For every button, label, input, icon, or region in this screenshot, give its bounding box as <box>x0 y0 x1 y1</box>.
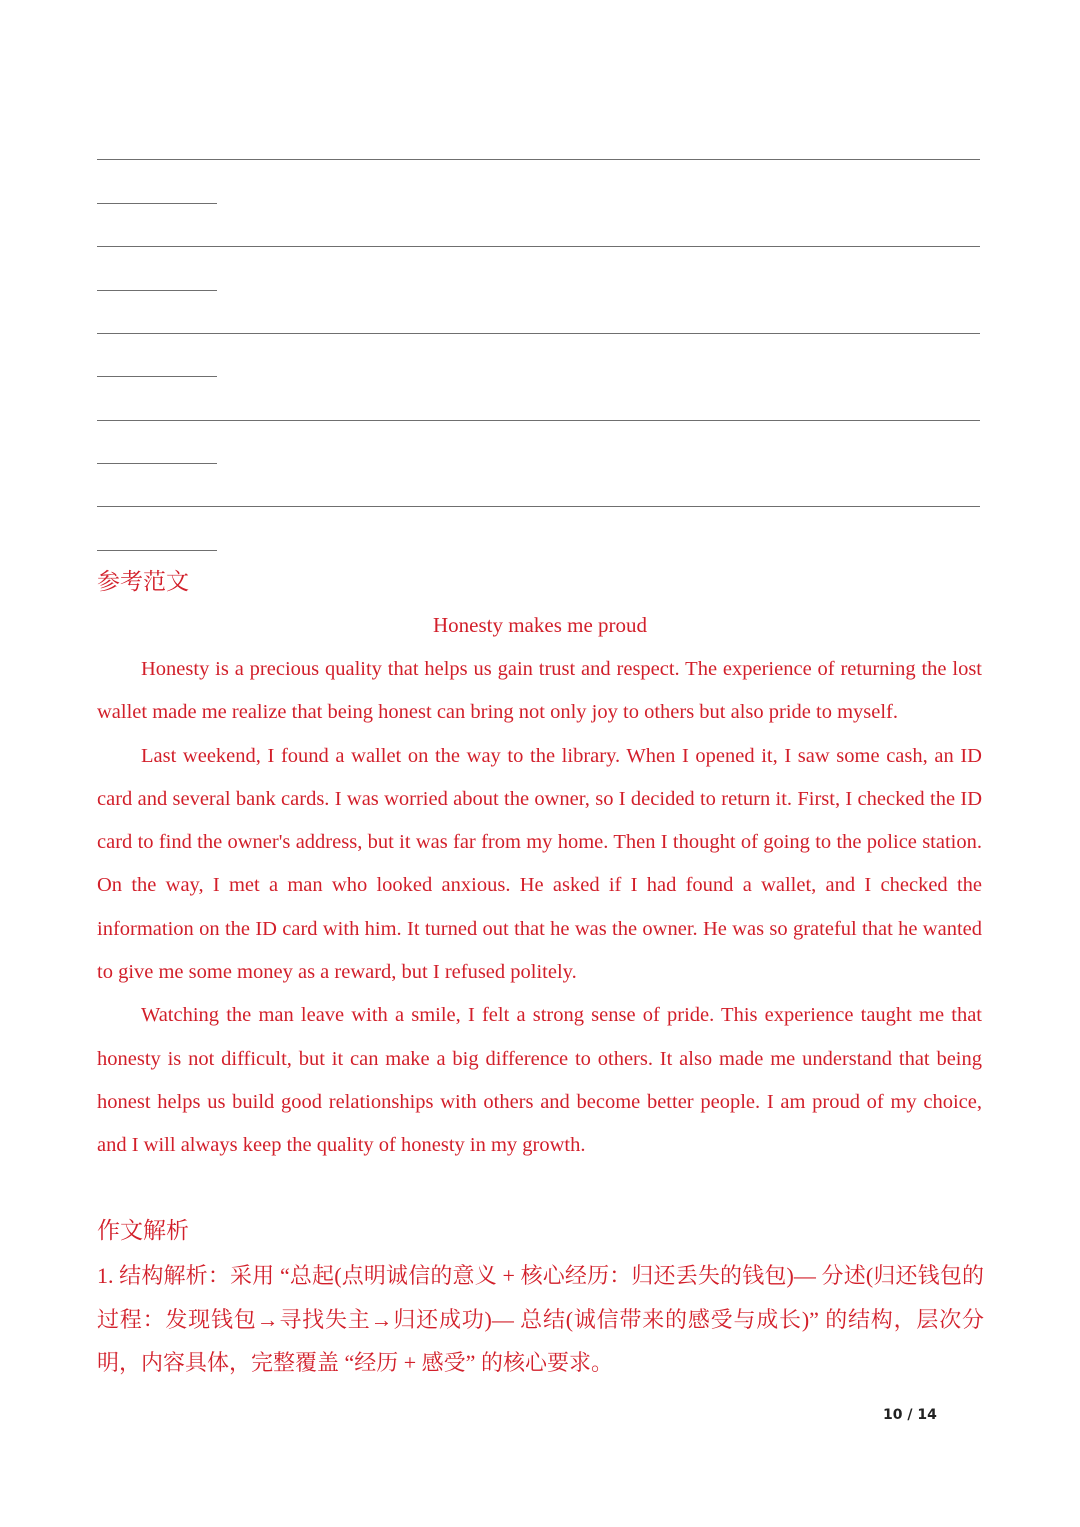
answer-line-short <box>97 463 217 464</box>
analysis-label: 作文解析 <box>97 1218 189 1243</box>
answer-line-short <box>97 376 217 377</box>
page-number: 10 / 14 <box>883 1407 937 1423</box>
answer-line <box>97 246 980 247</box>
essay-paragraph: Watching the man leave with a smile, I felt a strong sense of pride. This experience taught me that honesty is not difficult, but it can make a big difference to others. It also made me understand that being honest helps us build good relationships with others and become better people. I am proud of my choice, and I will always keep the quality of honesty in my growth. <box>97 1004 982 1157</box>
answer-line-short <box>97 550 217 551</box>
answer-line <box>97 420 980 421</box>
answer-line <box>97 159 980 160</box>
answer-line <box>97 506 980 507</box>
answer-line-short <box>97 290 217 291</box>
essay-paragraph: Honesty is a precious quality that helps us gain trust and respect. The experience of returning the lost wallet made me realize that being honest can bring not only joy to others but also pride to myself. <box>97 658 982 724</box>
answer-line <box>97 333 980 334</box>
answer-line-short <box>97 203 217 204</box>
essay-title: Honesty makes me proud <box>432 613 648 637</box>
essay-paragraph: Last weekend, I found a wallet on the way to the library. When I opened it, I saw some cash, an ID card and several bank cards. I was worried about the owner, so I decided to return it. First, I checked the ID card to find the owner's address, but it was far from my home. Then I thought of going to the police station. On the way, I met a man who looked anxious. He asked if I had found a wallet, and I checked the information on the ID card with him. It turned out that he was the owner. He was so grateful that he wanted to give me some money as a reward, but I refused politely. <box>97 744 982 984</box>
analysis-item: 1. 结构解析：采用 “总起(点明诚信的意义 + 核心经历：归还丢失的钱包)— 分述(归还钱包的过程：发现钱包→寻找失主→归还成功)— 总结(诚信带来的感受与成长)” 的结构，层次分明，内容具体，完整覆盖 “经历 + 感受” 的核心要求。 <box>97 1263 984 1375</box>
essay-body <box>97 648 982 1168</box>
reference-essay-label: 参考范文 <box>97 569 189 594</box>
